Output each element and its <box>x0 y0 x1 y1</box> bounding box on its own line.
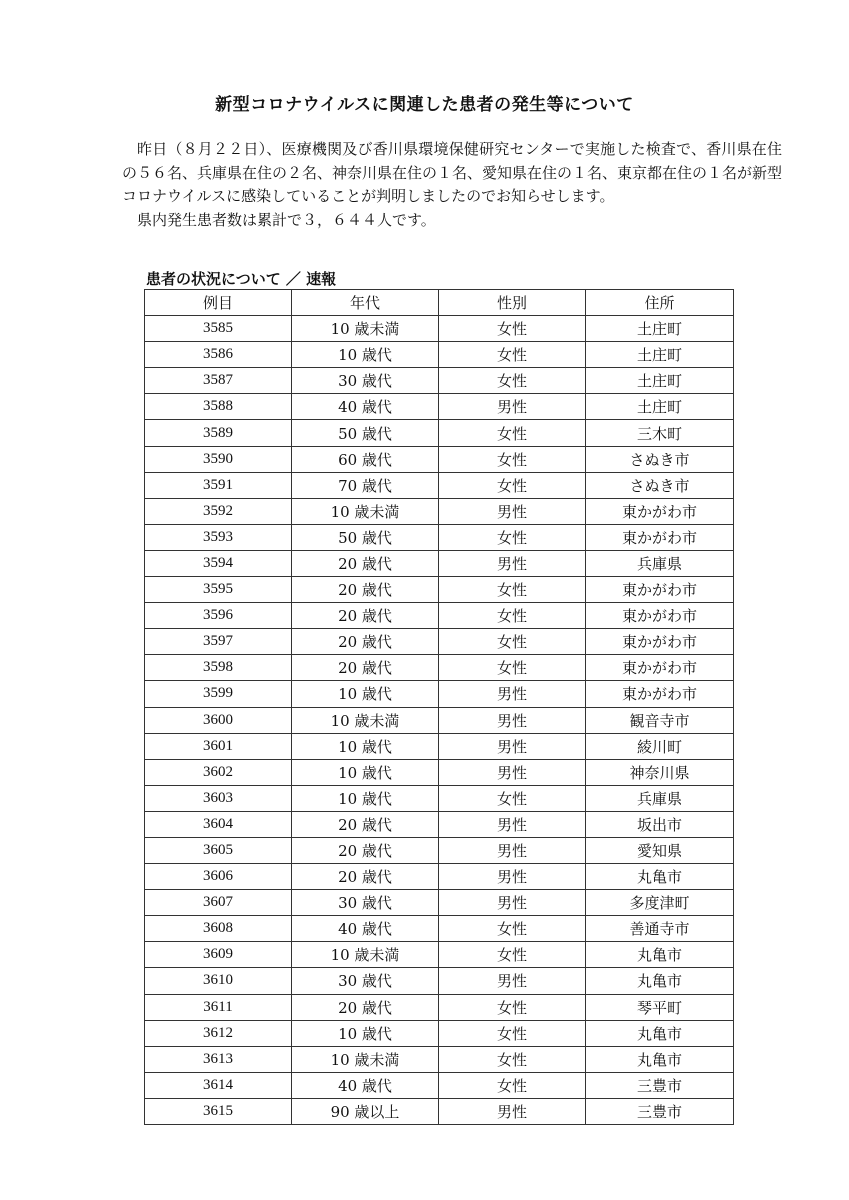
case-number-cell: 3597 <box>145 629 292 655</box>
sex-cell: 女性 <box>439 1020 586 1046</box>
address-cell: 東かがわ市 <box>586 577 734 603</box>
address-cell: 琴平町 <box>586 994 734 1020</box>
age-group-cell: 20 歳代 <box>292 994 439 1020</box>
case-number-cell: 3609 <box>145 942 292 968</box>
case-number-cell: 3607 <box>145 890 292 916</box>
case-number-cell: 3590 <box>145 446 292 472</box>
age-group-cell: 50 歳代 <box>292 524 439 550</box>
case-number-cell: 3615 <box>145 1098 292 1124</box>
table-row <box>145 811 734 837</box>
sex-cell: 男性 <box>439 550 586 576</box>
table-row <box>145 707 734 733</box>
sex-cell: 女性 <box>439 916 586 942</box>
age-group-cell: 10 歳代 <box>292 342 439 368</box>
case-number-cell: 3599 <box>145 681 292 707</box>
cumulative-count-paragraph: 県内発生患者数は累計で３，６４４人です。 <box>137 210 436 229</box>
table-row <box>145 968 734 994</box>
case-number-cell: 3591 <box>145 472 292 498</box>
table-row <box>145 916 734 942</box>
sex-cell: 女性 <box>439 603 586 629</box>
case-number-cell: 3600 <box>145 707 292 733</box>
age-group-cell: 10 歳未満 <box>292 707 439 733</box>
sex-cell: 女性 <box>439 420 586 446</box>
sex-cell: 男性 <box>439 811 586 837</box>
age-group-cell: 20 歳代 <box>292 577 439 603</box>
address-cell: 神奈川県 <box>586 759 734 785</box>
table-row <box>145 368 734 394</box>
address-cell: 丸亀市 <box>586 1020 734 1046</box>
address-cell: 丸亀市 <box>586 968 734 994</box>
sex-cell: 女性 <box>439 994 586 1020</box>
address-cell: 観音寺市 <box>586 707 734 733</box>
header-case-number: 例目 <box>145 290 292 316</box>
age-group-cell: 20 歳代 <box>292 603 439 629</box>
sex-cell: 男性 <box>439 498 586 524</box>
table-row <box>145 1046 734 1072</box>
sex-cell: 男性 <box>439 1098 586 1124</box>
case-number-cell: 3605 <box>145 837 292 863</box>
announcement-body <box>122 138 782 232</box>
age-group-cell: 20 歳代 <box>292 864 439 890</box>
case-number-cell: 3608 <box>145 916 292 942</box>
age-group-cell: 20 歳代 <box>292 629 439 655</box>
table-row <box>145 942 734 968</box>
age-group-cell: 10 歳未満 <box>292 316 439 342</box>
age-group-cell: 40 歳代 <box>292 916 439 942</box>
address-cell: 土庄町 <box>586 368 734 394</box>
address-cell: 丸亀市 <box>586 864 734 890</box>
address-cell: 坂出市 <box>586 811 734 837</box>
address-cell: 東かがわ市 <box>586 498 734 524</box>
address-cell: 兵庫県 <box>586 785 734 811</box>
table-row <box>145 733 734 759</box>
address-cell: 土庄町 <box>586 342 734 368</box>
table-row <box>145 994 734 1020</box>
address-cell: 善通寺市 <box>586 916 734 942</box>
table-row <box>145 524 734 550</box>
sex-cell: 男性 <box>439 394 586 420</box>
case-number-cell: 3588 <box>145 394 292 420</box>
table-row <box>145 759 734 785</box>
age-group-cell: 10 歳代 <box>292 759 439 785</box>
address-cell: 土庄町 <box>586 316 734 342</box>
case-number-cell: 3587 <box>145 368 292 394</box>
age-group-cell: 10 歳代 <box>292 785 439 811</box>
sex-cell: 男性 <box>439 837 586 863</box>
case-number-cell: 3586 <box>145 342 292 368</box>
address-cell: 愛知県 <box>586 837 734 863</box>
patient-table <box>144 289 734 1125</box>
age-group-cell: 20 歳代 <box>292 550 439 576</box>
case-number-cell: 3594 <box>145 550 292 576</box>
case-number-cell: 3593 <box>145 524 292 550</box>
table-row <box>145 316 734 342</box>
case-number-cell: 3592 <box>145 498 292 524</box>
age-group-cell: 60 歳代 <box>292 446 439 472</box>
table-row <box>145 420 734 446</box>
case-number-cell: 3614 <box>145 1072 292 1098</box>
age-group-cell: 10 歳代 <box>292 733 439 759</box>
header-address: 住所 <box>586 290 734 316</box>
sex-cell: 女性 <box>439 342 586 368</box>
sex-cell: 女性 <box>439 655 586 681</box>
address-cell: 丸亀市 <box>586 1046 734 1072</box>
sex-cell: 女性 <box>439 368 586 394</box>
case-number-cell: 3595 <box>145 577 292 603</box>
case-number-cell: 3602 <box>145 759 292 785</box>
address-cell: さぬき市 <box>586 472 734 498</box>
sex-cell: 男性 <box>439 968 586 994</box>
table-row <box>145 837 734 863</box>
sex-cell: 女性 <box>439 629 586 655</box>
table-row <box>145 890 734 916</box>
header-age-group: 年代 <box>292 290 439 316</box>
table-row <box>145 603 734 629</box>
sex-cell: 女性 <box>439 472 586 498</box>
age-group-cell: 20 歳代 <box>292 811 439 837</box>
address-cell: 三豊市 <box>586 1072 734 1098</box>
age-group-cell: 10 歳未満 <box>292 498 439 524</box>
case-number-cell: 3603 <box>145 785 292 811</box>
sex-cell: 男性 <box>439 733 586 759</box>
table-row <box>145 550 734 576</box>
sex-cell: 男性 <box>439 707 586 733</box>
table-row <box>145 1098 734 1124</box>
sex-cell: 女性 <box>439 577 586 603</box>
age-group-cell: 10 歳代 <box>292 1020 439 1046</box>
address-cell: 東かがわ市 <box>586 524 734 550</box>
age-group-cell: 30 歳代 <box>292 968 439 994</box>
table-row <box>145 498 734 524</box>
age-group-cell: 90 歳以上 <box>292 1098 439 1124</box>
address-cell: 東かがわ市 <box>586 655 734 681</box>
address-cell: 丸亀市 <box>586 942 734 968</box>
table-row <box>145 655 734 681</box>
case-number-cell: 3601 <box>145 733 292 759</box>
sex-cell: 男性 <box>439 864 586 890</box>
table-row <box>145 1020 734 1046</box>
address-cell: 三木町 <box>586 420 734 446</box>
address-cell: 綾川町 <box>586 733 734 759</box>
table-row <box>145 446 734 472</box>
case-number-cell: 3613 <box>145 1046 292 1072</box>
address-cell: 東かがわ市 <box>586 629 734 655</box>
case-number-cell: 3598 <box>145 655 292 681</box>
case-number-cell: 3589 <box>145 420 292 446</box>
sex-cell: 女性 <box>439 1046 586 1072</box>
address-cell: 三豊市 <box>586 1098 734 1124</box>
sex-cell: 男性 <box>439 681 586 707</box>
sex-cell: 女性 <box>439 942 586 968</box>
case-number-cell: 3585 <box>145 316 292 342</box>
table-row <box>145 577 734 603</box>
table-row <box>145 1072 734 1098</box>
age-group-cell: 20 歳代 <box>292 837 439 863</box>
age-group-cell: 70 歳代 <box>292 472 439 498</box>
sex-cell: 女性 <box>439 446 586 472</box>
table-header-row <box>145 290 734 316</box>
sex-cell: 女性 <box>439 785 586 811</box>
header-sex: 性別 <box>439 290 586 316</box>
page-title: 新型コロナウイルスに関連した患者の発生等について <box>215 95 634 115</box>
age-group-cell: 50 歳代 <box>292 420 439 446</box>
age-group-cell: 30 歳代 <box>292 368 439 394</box>
address-cell: さぬき市 <box>586 446 734 472</box>
age-group-cell: 30 歳代 <box>292 890 439 916</box>
age-group-cell: 40 歳代 <box>292 1072 439 1098</box>
age-group-cell: 10 歳未満 <box>292 942 439 968</box>
sex-cell: 女性 <box>439 1072 586 1098</box>
table-row <box>145 394 734 420</box>
table-row <box>145 681 734 707</box>
case-number-cell: 3604 <box>145 811 292 837</box>
address-cell: 東かがわ市 <box>586 681 734 707</box>
case-number-cell: 3612 <box>145 1020 292 1046</box>
table-body <box>145 316 734 1125</box>
table-row <box>145 864 734 890</box>
address-cell: 多度津町 <box>586 890 734 916</box>
sex-cell: 女性 <box>439 524 586 550</box>
case-number-cell: 3611 <box>145 994 292 1020</box>
address-cell: 土庄町 <box>586 394 734 420</box>
sex-cell: 女性 <box>439 316 586 342</box>
age-group-cell: 10 歳代 <box>292 681 439 707</box>
table-row <box>145 785 734 811</box>
address-cell: 東かがわ市 <box>586 603 734 629</box>
announcement-paragraph: 昨日（８月２２日）、医療機関及び香川県環境保健研究センターで実施した検査で、香川県在住の５６名、兵庫県在住の２名、神奈川県在住の１名、愛知県在住の１名、東京都在住の１名が新型コロナウイルスに感染していることが判明しましたのでお知らせします。 <box>122 140 783 205</box>
table-row <box>145 629 734 655</box>
address-cell: 兵庫県 <box>586 550 734 576</box>
sex-cell: 男性 <box>439 890 586 916</box>
age-group-cell: 20 歳代 <box>292 655 439 681</box>
case-number-cell: 3596 <box>145 603 292 629</box>
section-heading: 患者の状況について ／ 速報 <box>146 270 337 288</box>
table-row <box>145 342 734 368</box>
age-group-cell: 40 歳代 <box>292 394 439 420</box>
sex-cell: 男性 <box>439 759 586 785</box>
table-row <box>145 472 734 498</box>
case-number-cell: 3606 <box>145 864 292 890</box>
case-number-cell: 3610 <box>145 968 292 994</box>
age-group-cell: 10 歳未満 <box>292 1046 439 1072</box>
